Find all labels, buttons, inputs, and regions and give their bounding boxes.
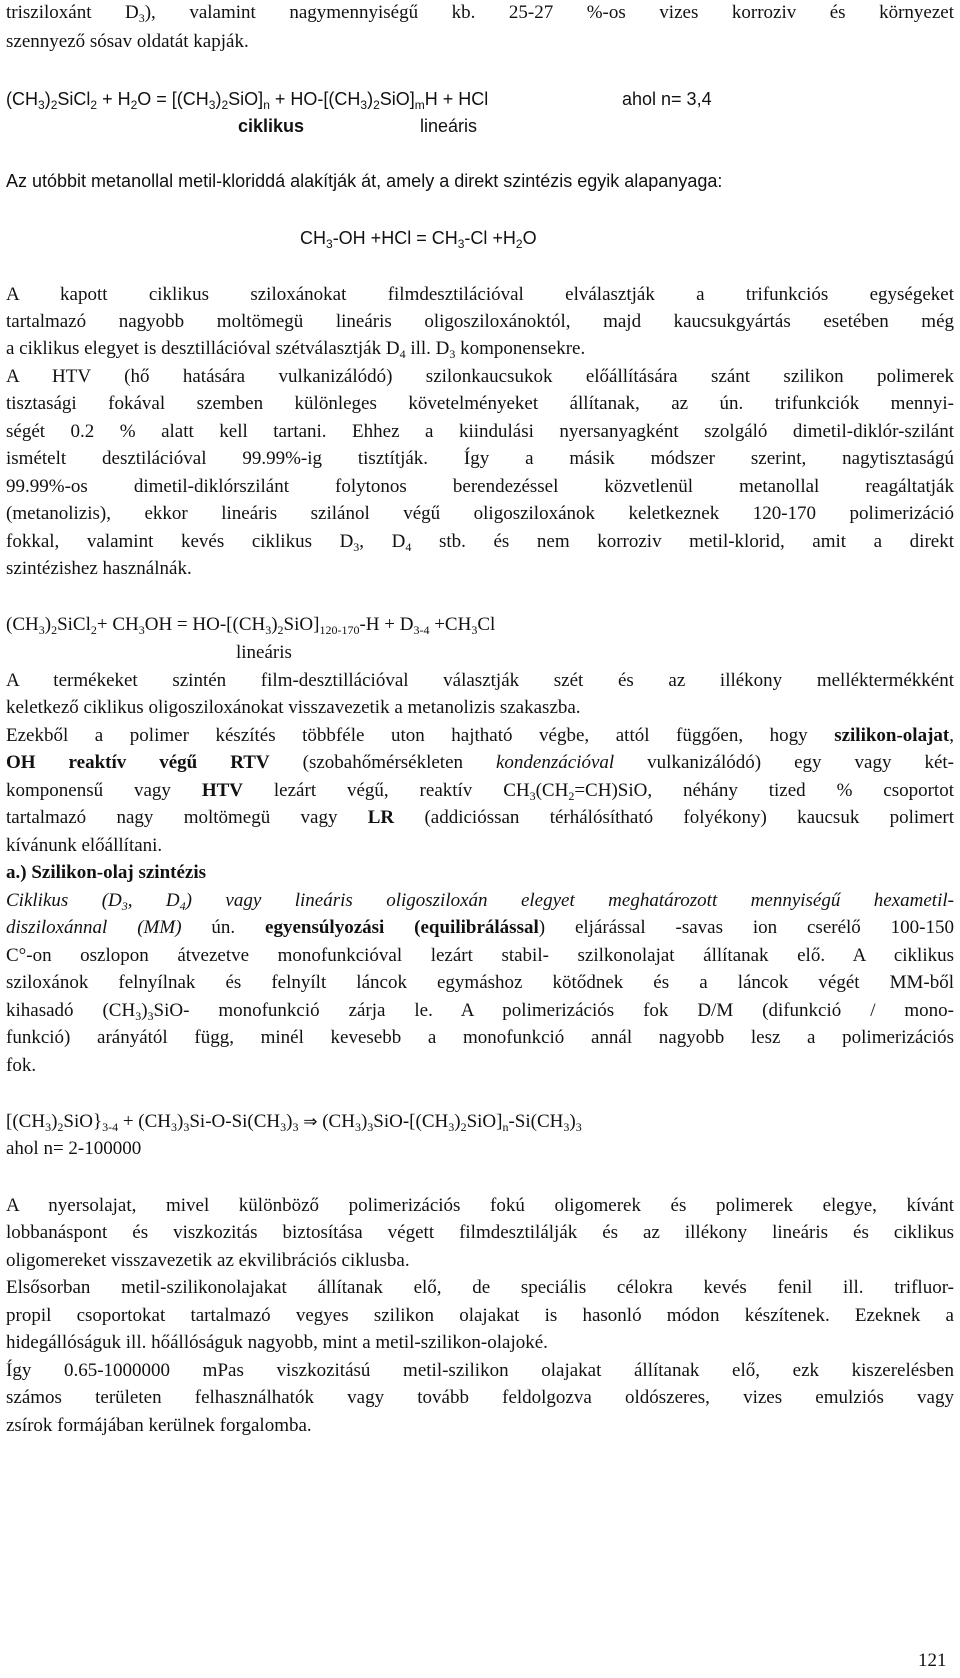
paragraph-line: sziloxánok felnyílnak és felnyílt láncok egymáshoz kötődnek és a láncok végét MM-ből — [6, 972, 954, 993]
paragraph-line: hidegállóságuk ill. hőállóságuk nagyobb, mint a metil-szilikon-olajoké. — [6, 1332, 548, 1353]
page-number: 121 — [918, 1650, 947, 1671]
paragraph-line: kihasadó $(CH_3)_3SiO-$ monofunkció zárja le. A polimerizációs fok D/M (difunkció / mono- — [6, 1000, 954, 1023]
paragraph-line: számos területen felhasználhatók vagy tovább feldolgozva oldószeres, vizes emulziós vagy — [6, 1387, 954, 1408]
paragraph-line: Elsősorban metil-szilikonolajakat állítanak elő, de speciális célokra kevés fenil ill. trifluor- — [6, 1277, 954, 1298]
paragraph-line: Így 0.65-1000000 mPas viszkozitású metil-szilikon olajakat állítanak elő, ezk kiszerelésben — [6, 1360, 954, 1381]
label-linear: lineáris — [420, 116, 478, 136]
paragraph-line: fok. — [6, 1055, 37, 1076]
section-heading: a.) Szilikon-olaj szintézis — [6, 862, 207, 883]
equation-methanol: $CH_3-OH +HCl = CH_3-Cl +H_2O$ — [300, 228, 537, 251]
paragraph-line: trisziloxánt $D_3$), valamint nagymennyiségű kb. 25-27 %-os vizes korroziv és környezet — [6, 2, 955, 25]
paragraph-line: funkció) arányától függ, minél kevesebb a monofunkció annál nagyobb lesz a polimerizációs — [6, 1027, 954, 1048]
paragraph-line: (metanolizis), ekkor lineáris szilánol végű oligosziloxánok keletkeznek 120-170 polimerizáció — [6, 503, 954, 524]
paragraph-line: fokkal, valamint kevés ciklikus $D_3$, $D_4$ stb. és nem korroziv metil-klorid, amit a direkt — [6, 531, 954, 554]
equation-note: ahol n= 2-100000 — [6, 1138, 142, 1159]
paragraph-line: A kapott ciklikus sziloxánokat filmdesztilációval elválasztják a trifunkciós egységeket — [6, 284, 954, 305]
paragraph-line: A termékeket szintén film-desztillációval választják szét és az illékony melléktermékként — [6, 670, 954, 691]
paragraph-line: A HTV (hő hatására vulkanizálódó) szilonkaucsukok előállítására szánt szilikon polimerek — [6, 366, 954, 387]
paragraph-line: ismételt desztilációval 99.99%-ig tisztítják. Így a másik módszer szerint, nagytisztaságú — [6, 448, 954, 469]
paragraph-line: C°-on oszlopon átvezetve monofunkcióval lezárt stabil- szilkonolajat állítanak elő. A ciklikus — [6, 945, 954, 966]
paragraph-line: Ciklikus ($D_3$, $D_4$) vagy lineáris oligosziloxán elegyet meghatározott mennyiségű hexametil- — [6, 890, 954, 913]
paragraph-line: zsírok formájában kerülnek forgalomba. — [6, 1415, 312, 1436]
paragraph-line: A nyersolajat, mivel különböző polimerizációs fokú oligomerek és polimerek elegye, kívánt — [6, 1195, 954, 1216]
paragraph-line: oligomereket visszavezetik az ekvilibrációs ciklusba. — [6, 1250, 410, 1271]
implies-arrow-icon: ⇒ — [303, 1112, 318, 1132]
label-cyclic: ciklikus — [238, 116, 305, 136]
paragraph-line: keletkező ciklikus oligosziloxánokat visszavezetik a metanolizis szakaszba. — [6, 697, 581, 718]
paragraph-line: kívánunk előállítani. — [6, 835, 163, 856]
paragraph-line: OH reaktív végű RTV (szobahőmérsékleten kondenzációval vulkanizálódó) egy vagy két- — [6, 752, 954, 773]
paragraph-line: a ciklikus elegyet is desztillációval szétválasztják $D_4$ ill. $D_3$ komponensekre. — [6, 338, 586, 361]
paragraph-line: tartalmazó nagyobb moltömegü lineáris oligosziloxánoktól, majd kaucsukgyártás esetében még — [6, 311, 954, 332]
paragraph-line: disziloxánnal (MM) ún. egyensúlyozási (equilibrálással) eljárással -savas ion cserélő 100-150 — [6, 917, 954, 938]
label-linear: lineáris — [236, 642, 292, 663]
paragraph-line: lobbanáspont és viszkozitás biztosítása végett filmdesztilálják és az illékony lineáris és ciklikus — [6, 1222, 954, 1243]
paragraph-line: propil csoportokat tartalmazó vegyes szilikon olajakat is hasonló módon készítenek. Ezeknek a — [6, 1305, 954, 1326]
paragraph-line: szintézishez használnák. — [6, 558, 192, 579]
paragraph-line: tartalmazó nagy moltömegü vagy LR (addicióssan térhálósítható folyékony) kaucsuk polimert — [6, 807, 954, 828]
paragraph-line: 99.99%-os dimetil-diklórszilánt folytonos berendezéssel közvetlenül metanollal reagáltatják — [6, 476, 954, 497]
paragraph-line: szennyező sósav oldatát kapják. — [6, 31, 249, 52]
equation-hydrolysis: $(CH_3)_2SiCl_2 + H_2O = [(CH_3)_2SiO]_n + HO-[(CH_3)_2SiO]_mH$ + HCl — [6, 89, 489, 112]
equation-methanolysis: $(CH_3)_2SiCl_2+ CH_3OH = HO-[(CH_3)_2SiO]_{120-170}-H + D_{3-4} +CH_3Cl$ — [6, 614, 496, 637]
equation-equilibration: $[(CH_3)_2SiO\}_{3-4} + (CH_3)_3Si-O-Si(CH_3)_3$ ⇒ $(CH_3)_3SiO-[(CH_3)_2SiO]_n-Si(CH_3)_3$ — [6, 1111, 582, 1134]
paragraph-line: Az utóbbit metanollal metil-kloriddá alakítják át, amely a direkt szintézis egyik alapanyaga: — [6, 171, 723, 191]
paragraph-line: ségét 0.2 % alatt kell tartani. Ehhez a kiindulási nyersanyagként szolgáló dimetil-diklór-szilánt — [6, 421, 954, 442]
paragraph-line: komponensű vagy HTV lezárt végű, reaktív $CH_3(CH_2=CH)SiO$, néhány tized % csoportot — [6, 780, 954, 803]
paragraph-line: tisztasági fokával szemben különleges követelményeket állítanak, az ún. trifunkciók mennyi- — [6, 393, 954, 414]
paragraph-line: Ezekből a polimer készítés többféle uton hajtható végbe, attól függően, hogy szilikon-olajat, — [6, 725, 954, 746]
equation-note: ahol n= 3,4 — [622, 89, 712, 109]
